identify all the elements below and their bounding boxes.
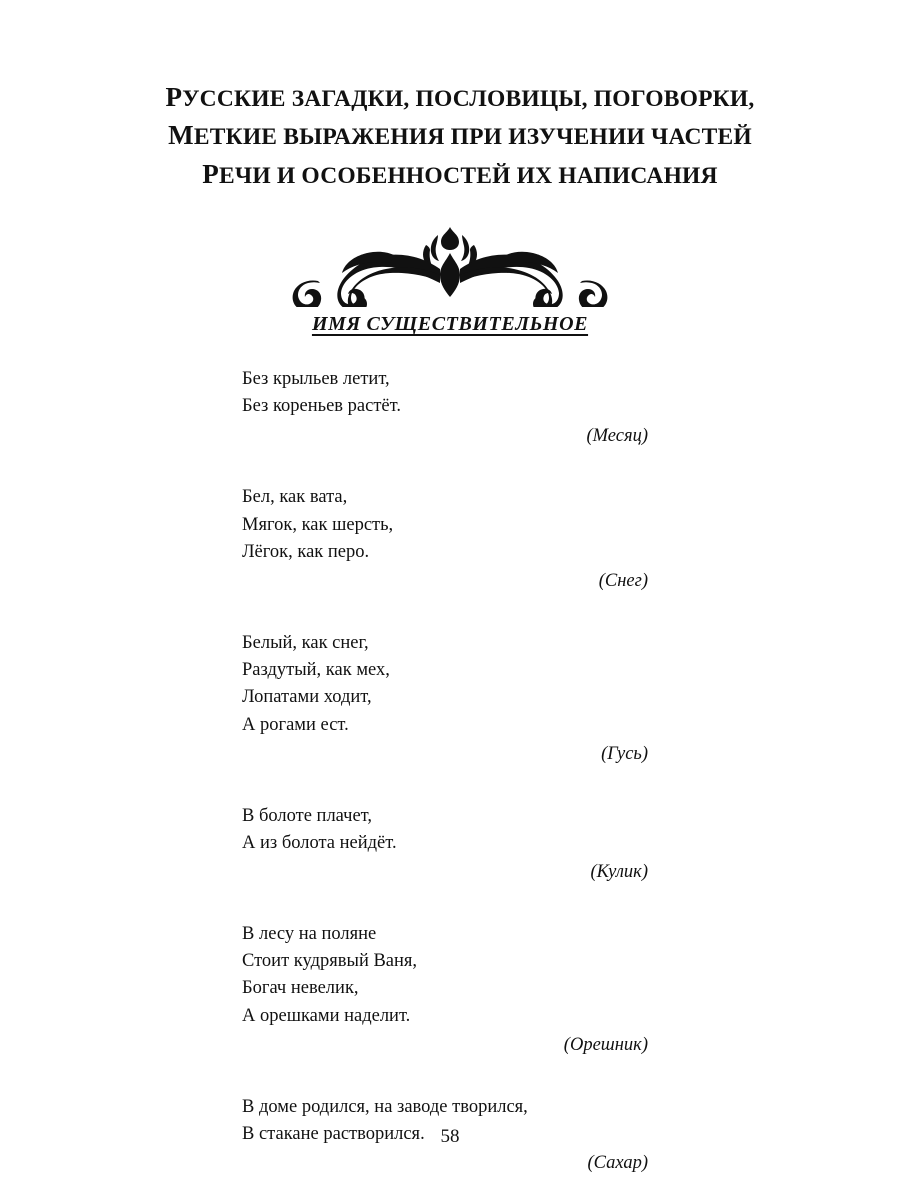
riddle-line: Богач невелик, <box>242 978 359 999</box>
riddle-answer: (Сахар) <box>587 1153 648 1174</box>
riddle-line: Белый, как снег, <box>242 632 369 653</box>
riddle-list <box>190 366 710 1178</box>
page-number: 58 <box>440 1126 460 1147</box>
page-title-line-3: РЕЧИ И ОСОБЕННОСТЕЙ ИХ НАПИСАНИЯ <box>202 158 718 189</box>
riddle-line: В лесу на поляне <box>242 923 377 944</box>
riddle-answer: (Снег) <box>598 571 648 592</box>
riddle-line: Раздутый, как мех, <box>242 660 390 681</box>
riddle-item <box>242 630 710 769</box>
riddle-answer: (Гусь) <box>601 744 648 765</box>
riddle-answer: (Кулик) <box>590 862 648 883</box>
riddle-line: Лёгок, как перо. <box>242 541 370 562</box>
riddle-line: Без кореньев растёт. <box>242 396 401 417</box>
riddle-line: А орешками наделит. <box>242 1005 411 1026</box>
riddle-item <box>242 921 710 1060</box>
riddle-item <box>242 366 710 450</box>
riddle-line: Мягок, как шерсть, <box>242 514 394 535</box>
riddle-line: А рогами ест. <box>242 714 349 735</box>
page-title-line-1: РУССКИЕ ЗАГАДКИ, ПОСЛОВИЦЫ, ПОГОВОРКИ, <box>165 82 755 112</box>
riddle-item <box>242 803 710 887</box>
riddle-line: В болоте плачет, <box>242 805 372 826</box>
riddle-line: Лопатами ходит, <box>242 687 372 708</box>
page-title-line-2: МЕТКИЕ ВЫРАЖЕНИЯ ПРИ ИЗУЧЕНИИ ЧАСТЕЙ <box>168 120 752 151</box>
riddle-line: А из болота нейдёт. <box>242 832 397 853</box>
riddle-line: Бел, как вата, <box>242 487 348 508</box>
page-title <box>120 78 800 193</box>
riddle-answer: (Месяц) <box>586 425 648 446</box>
riddle-line: В доме родился, на заводе творился, <box>242 1096 528 1117</box>
riddle-line: Стоит кудрявый Ваня, <box>242 951 418 972</box>
flourish-divider-ornament <box>240 221 660 307</box>
riddle-line: Без крыльев летит, <box>242 369 390 390</box>
riddle-item <box>242 484 710 596</box>
riddle-line: В стакане растворился. <box>242 1123 425 1144</box>
riddle-answer: (Орешник) <box>563 1035 648 1056</box>
section-heading: ИМЯ СУЩЕСТВИТЕЛЬНОЕ <box>311 313 589 336</box>
